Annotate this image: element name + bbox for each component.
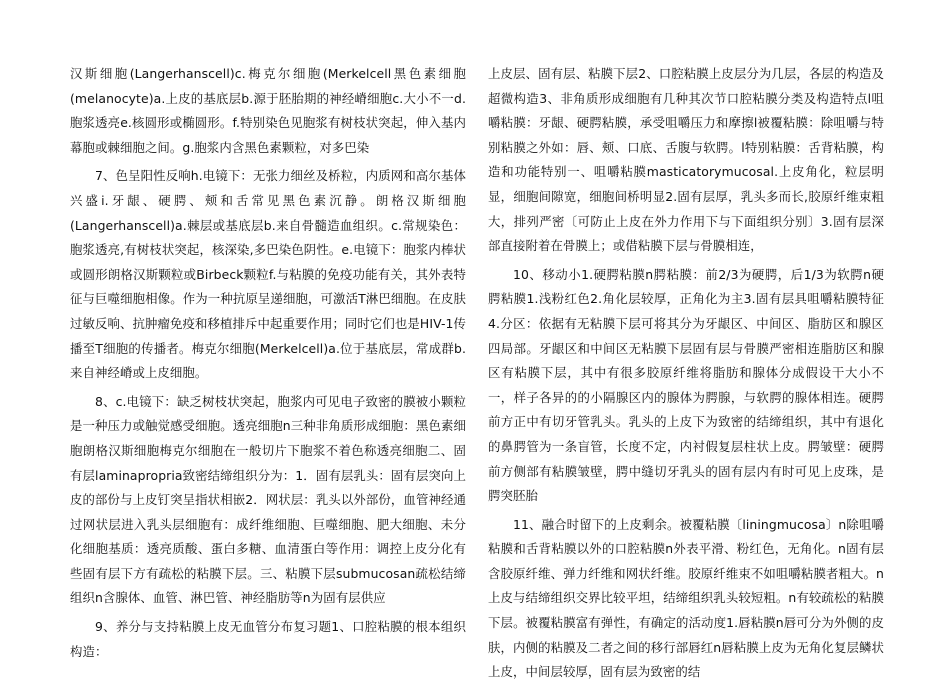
- left-text-column: [70, 62, 466, 668]
- right-text-column: [488, 62, 884, 689]
- paragraph-11: 11、融合时留下的上皮剩余。被覆粘膜〔liningmucosa〕n除咀嚼粘膜和舌背粘膜以外的口腔粘膜n外表平滑、粉红色，无角化。n固有层含胶原纤维、弹力纤维和网状纤维。胶原纤维束不如咀嚼粘膜者粗大。n上皮与结缔组织交界比较平坦，结缔组织乳头较短粗。n有较疏松的粘膜下层。被覆粘膜富有弹性，有确定的活动度1.唇粘膜n唇可分为外侧的皮肤，内侧的粘膜及二者之间的移行部唇红n唇粘膜上皮为无角化复层鳞状上皮，中间层较厚，固有层为致密的结: [488, 516, 884, 680]
- paragraph-10: 10、移动小1.硬腭粘膜n腭粘膜：前2/3为硬腭，后1/3为软腭n硬腭粘膜1.浅粉红色2.角化层较厚，正角化为主3.固有层具咀嚼粘膜特征4.分区：依据有无粘膜下层可将其分为牙龈区、中间区、脂肪区和腺区四局部。牙龈区和中间区无粘膜下层固有层与骨膜严密相连脂肪区和腺区有粘膜下层，其中有很多胶原纤维将脂肪和腺体分成假设干大小不一，样子各异的的小隔腺区内的腺体为腭腺，与软腭的腺体相连。硬腭前方正中有切牙管乳头。乳头的上皮下为致密的结缔组织，其中有退化的鼻腭管为一条盲管，长度不定，内衬假复层柱状上皮。腭皱壁：硬腭前方侧部有粘膜皱壁，腭中缝切牙乳头的固有层内有时可见上皮珠，是腭突胚胎: [488, 266, 884, 504]
- paragraph-cell-types: 汉斯细胞(Langerhanscell)c.梅克尔细胞(Merkelcell黑色素细胞(melanocyte)a.上皮的基底层b.源于胚胎期的神经嵴细胞c.大小不一d.胞浆透亮e.核圆形或椭圆形。f.特别染色见胞浆有树枝状突起，伸入基内幕胞或棘细胞之间。g.胞浆内含黑色素颗粒，对多巴染: [70, 66, 466, 155]
- paragraph-8: 8、c.电镜下：缺乏树枝状突起，胞浆内可见电子致密的膜被小颗粒是一种压力或触觉感受细胞。透亮细胞n三种非角质形成细胞：黑色素细胞朗格汉斯细胞梅克尔细胞在一般切片下胞浆不着色称透亮细胞二、固有层laminapropria致密结缔组织分为：1．固有层乳头：固有层突向上皮的部份与上皮钉突呈指状相嵌2．网状层：乳头以外部份，血管神经通过网状层进入乳头层细胞有：成纤维细胞、巨噬细胞、肥大细胞、未分化细胞基质：透亮质酸、蛋白多糖、血清蛋白等作用：调控上皮分化有些固有层下方有疏松的粘膜下层。三、粘膜下层submucosan疏松结缔组织n含腺体、血管、淋巴管、神经脂肪等n为固有层供应: [70, 393, 466, 606]
- paragraph-7: 7、色呈阳性反响h.电镜下：无张力细丝及桥粒，内质网和高尔基体兴盛i.牙龈、硬腭、颊和舌常见黑色素沉静。朗格汉斯细胞(Langerhanscell)a.棘层或基底层b.来自骨髓造血组织。c.常规染色：胞浆透亮,有树枝状突起，核深染,多巴染色阴性。e.电镜下：胞浆内棒状或圆形朗格汉斯颗粒或Birbeck颗粒f.与粘膜的免疫功能有关，其外表特征与巨噬细胞相像。作为一种抗原呈递细胞，可激活T淋巴细胞。在皮肤过敏反响、抗肿瘤免疫和移植排斥中起重要作用；同时它们也是HIV-1传播至T细胞的传播者。梅克尔细胞(Merkelcell)a.位于基底层，常成群b.来自神经嵴或上皮细胞。: [70, 168, 466, 381]
- paragraph-9: 9、养分与支持粘膜上皮无血管分布复习题1、口腔粘膜的根本组织构造：: [70, 619, 466, 659]
- paragraph-mucosa-structure: 上皮层、固有层、粘膜下层2、口腔粘膜上皮层分为几层，各层的构造及超微构造3、非角质形成细胞有几种其次节口腔粘膜分类及构造特点l咀嚼粘膜：牙龈、硬腭粘膜，承受咀嚼压力和摩擦l被覆粘膜：除咀嚼与特别粘膜之外如：唇、颊、口底、舌腹与软腭。l特别粘膜：舌背粘膜，构造和功能特别一、咀嚼粘膜masticatorymucosal.上皮角化，粒层明显，细胞间隙宽，细胞间桥明显2.固有层厚，乳头多而长,胶原纤维束粗大，排列严密〔可防止上皮在外力作用下与下面组织分别〕3.固有层深部直接附着在骨膜上；或借粘膜下层与骨膜相连，: [488, 66, 884, 254]
